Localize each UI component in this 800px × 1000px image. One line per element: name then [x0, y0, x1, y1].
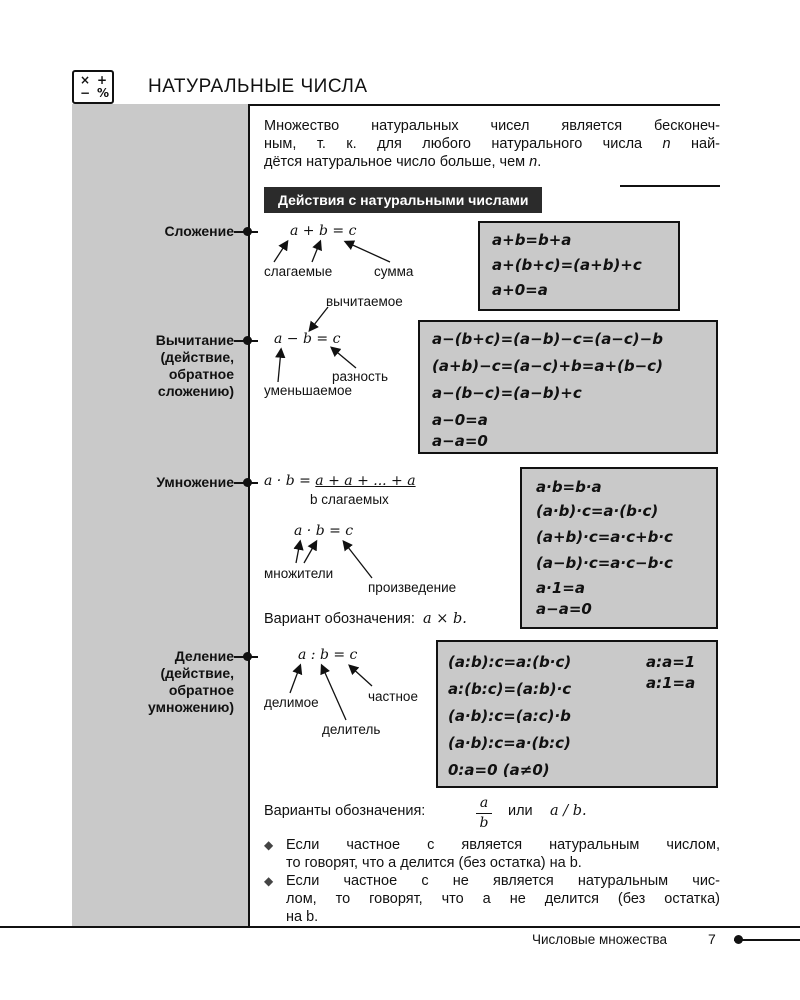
intro-line-1: Множество натуральных чисел является бесконеч-	[264, 118, 720, 134]
arrow	[296, 542, 300, 563]
multiplication-rule: (a+b)·c=a·c+b·c	[536, 528, 673, 546]
multiplication-rule: a−a=0	[536, 600, 592, 618]
multiplication-label: Умножение	[156, 474, 234, 490]
bullet-item: ◆ Если частное c не является натуральным чис- лом, то говорят, что a не делится (без остатка) на b.	[264, 873, 720, 925]
subtraction-term-minuend: уменьшаемое	[264, 383, 353, 398]
arrow	[304, 542, 316, 563]
multiplication-rule: a·1=a	[536, 579, 585, 597]
multiplication-rule: a·b=b·a	[536, 478, 602, 496]
multiplication-under-brace: b слагаемых	[310, 492, 389, 507]
bullet-item: ◆ Если частное c является натуральным числом, то говорят, что a делится (без остатка) на b.	[264, 837, 720, 871]
diamond-bullet-icon: ◆	[264, 838, 274, 852]
arrow	[278, 350, 281, 382]
division-rule: a:(b:c)=(a:b)·c	[448, 680, 572, 698]
multiplication-rule: (a·b)·c=a·(b·c)	[536, 502, 659, 520]
division-rule: (a·b):c=a·(b:c)	[448, 734, 571, 752]
plus-symbol: +	[97, 73, 108, 87]
subtraction-rule: a−(b+c)=(a−b)−c=(a−c)−b	[432, 330, 663, 348]
arrow	[344, 542, 372, 578]
subtraction-rule: a−a=0	[432, 432, 488, 450]
subtraction-rule: a−(b−c)=(a−b)+c	[432, 384, 582, 402]
arrow	[350, 666, 372, 686]
addition-formula: a + b = c	[290, 223, 357, 239]
addition-rule: a+b=b+a	[492, 231, 572, 249]
subtraction-rule: (a+b)−c=(a−c)+b=a+(b−c)	[432, 357, 663, 375]
arrow	[290, 666, 300, 693]
division-rule: 0:a=0 (a≠0)	[448, 761, 550, 779]
division-label: Деление (действие, обратное умножению)	[148, 648, 234, 715]
percent-symbol: %	[97, 86, 110, 100]
division-term-dividend: делимое	[264, 695, 319, 710]
division-rule: a:a=1	[646, 653, 696, 671]
arrow	[322, 666, 346, 720]
arrow	[274, 242, 287, 262]
arrow	[346, 242, 390, 262]
intro-line-2: ным, т. к. для любого натурального числа n най-	[264, 136, 720, 152]
addition-term-addends: слагаемые	[264, 264, 333, 279]
division-term-divisor: делитель	[322, 722, 381, 737]
subtraction-rule: a−0=a	[432, 411, 488, 429]
footer-section-title: Числовые множества	[532, 932, 668, 947]
addition-term-sum: сумма	[374, 264, 414, 279]
section-banner: Действия с натуральными числами	[264, 187, 542, 213]
division-variants-or: или	[508, 803, 533, 819]
fraction-numerator: a	[479, 795, 489, 811]
multiplication-term-factors: множители	[264, 566, 334, 581]
multiplication-variant: Вариант обозначения: a × b.	[264, 611, 467, 627]
arrow	[332, 348, 356, 368]
division-variants-slash: a / b.	[550, 803, 587, 819]
page-number: 7	[708, 931, 716, 947]
times-symbol: ×	[80, 73, 91, 87]
multiplication-formula-2: a · b = c	[294, 523, 354, 539]
division-rule: a:1=a	[646, 674, 696, 692]
multiplication-term-product: произведение	[368, 580, 457, 595]
addition-label: Сложение	[164, 223, 234, 239]
page-title: НАТУРАЛЬНЫЕ ЧИСЛА	[148, 76, 368, 97]
diamond-bullet-icon: ◆	[264, 874, 274, 888]
division-rule: (a:b):c=a:(b·c)	[448, 653, 572, 671]
subtraction-formula: a − b = c	[274, 331, 341, 347]
minus-symbol: −	[80, 86, 91, 100]
multiplication-rule: (a−b)·c=a·c−b·c	[536, 554, 673, 572]
subtraction-term-difference: разность	[332, 369, 388, 384]
intro-line-3: дётся натуральное число больше, чем n.	[264, 154, 542, 170]
arrow	[312, 242, 320, 262]
division-rule: (a·b):c=(a:c)·b	[448, 707, 571, 725]
division-formula: a : b = c	[298, 647, 358, 663]
addition-rule: a+0=a	[492, 281, 548, 299]
division-term-quotient: частное	[368, 689, 418, 704]
arrow	[310, 307, 328, 330]
fraction-denominator: b	[479, 815, 489, 831]
subtraction-label: Вычитание (действие, обратное сложению)	[155, 332, 234, 399]
subtraction-term-subtrahend: вычитаемое	[326, 294, 403, 309]
multiplication-formula: a · b = a + a + ... + a	[264, 473, 416, 489]
addition-rule: a+(b+c)=(a+b)+c	[492, 256, 642, 274]
division-variants-label: Варианты обозначения:	[264, 803, 426, 819]
